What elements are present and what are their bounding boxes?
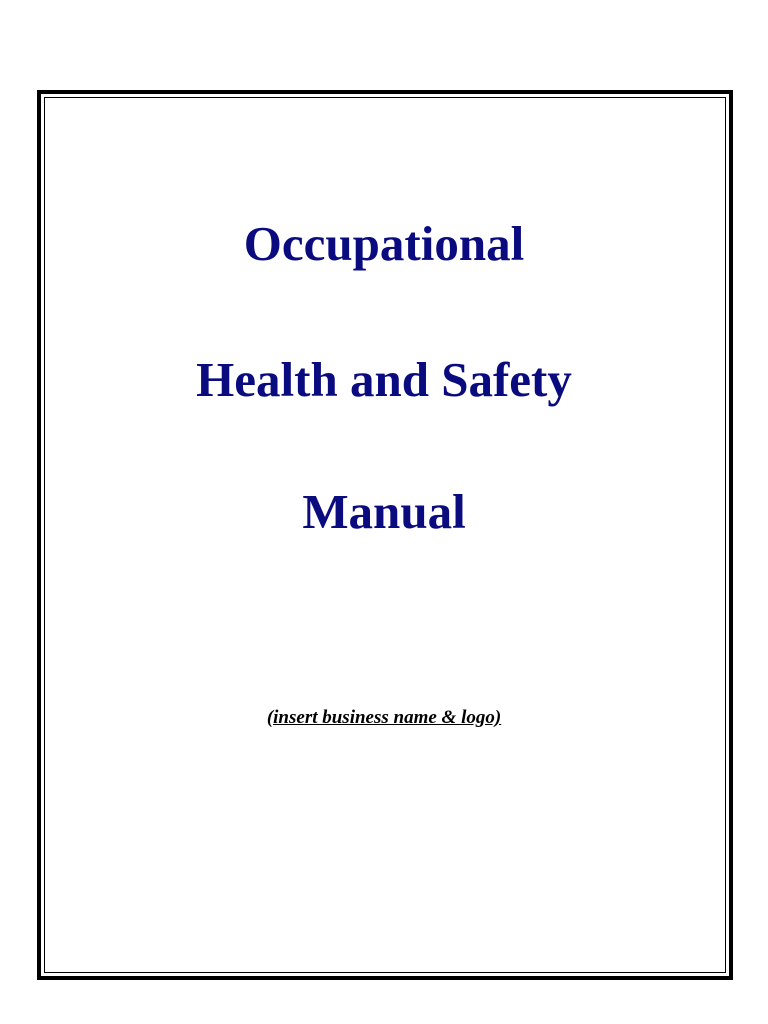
business-name-placeholder: (insert business name & logo) (266, 707, 502, 728)
title-line-health-and-safety: Health and Safety (196, 352, 572, 407)
title-line-occupational: Occupational (243, 216, 525, 271)
title-line-manual: Manual (302, 484, 466, 539)
